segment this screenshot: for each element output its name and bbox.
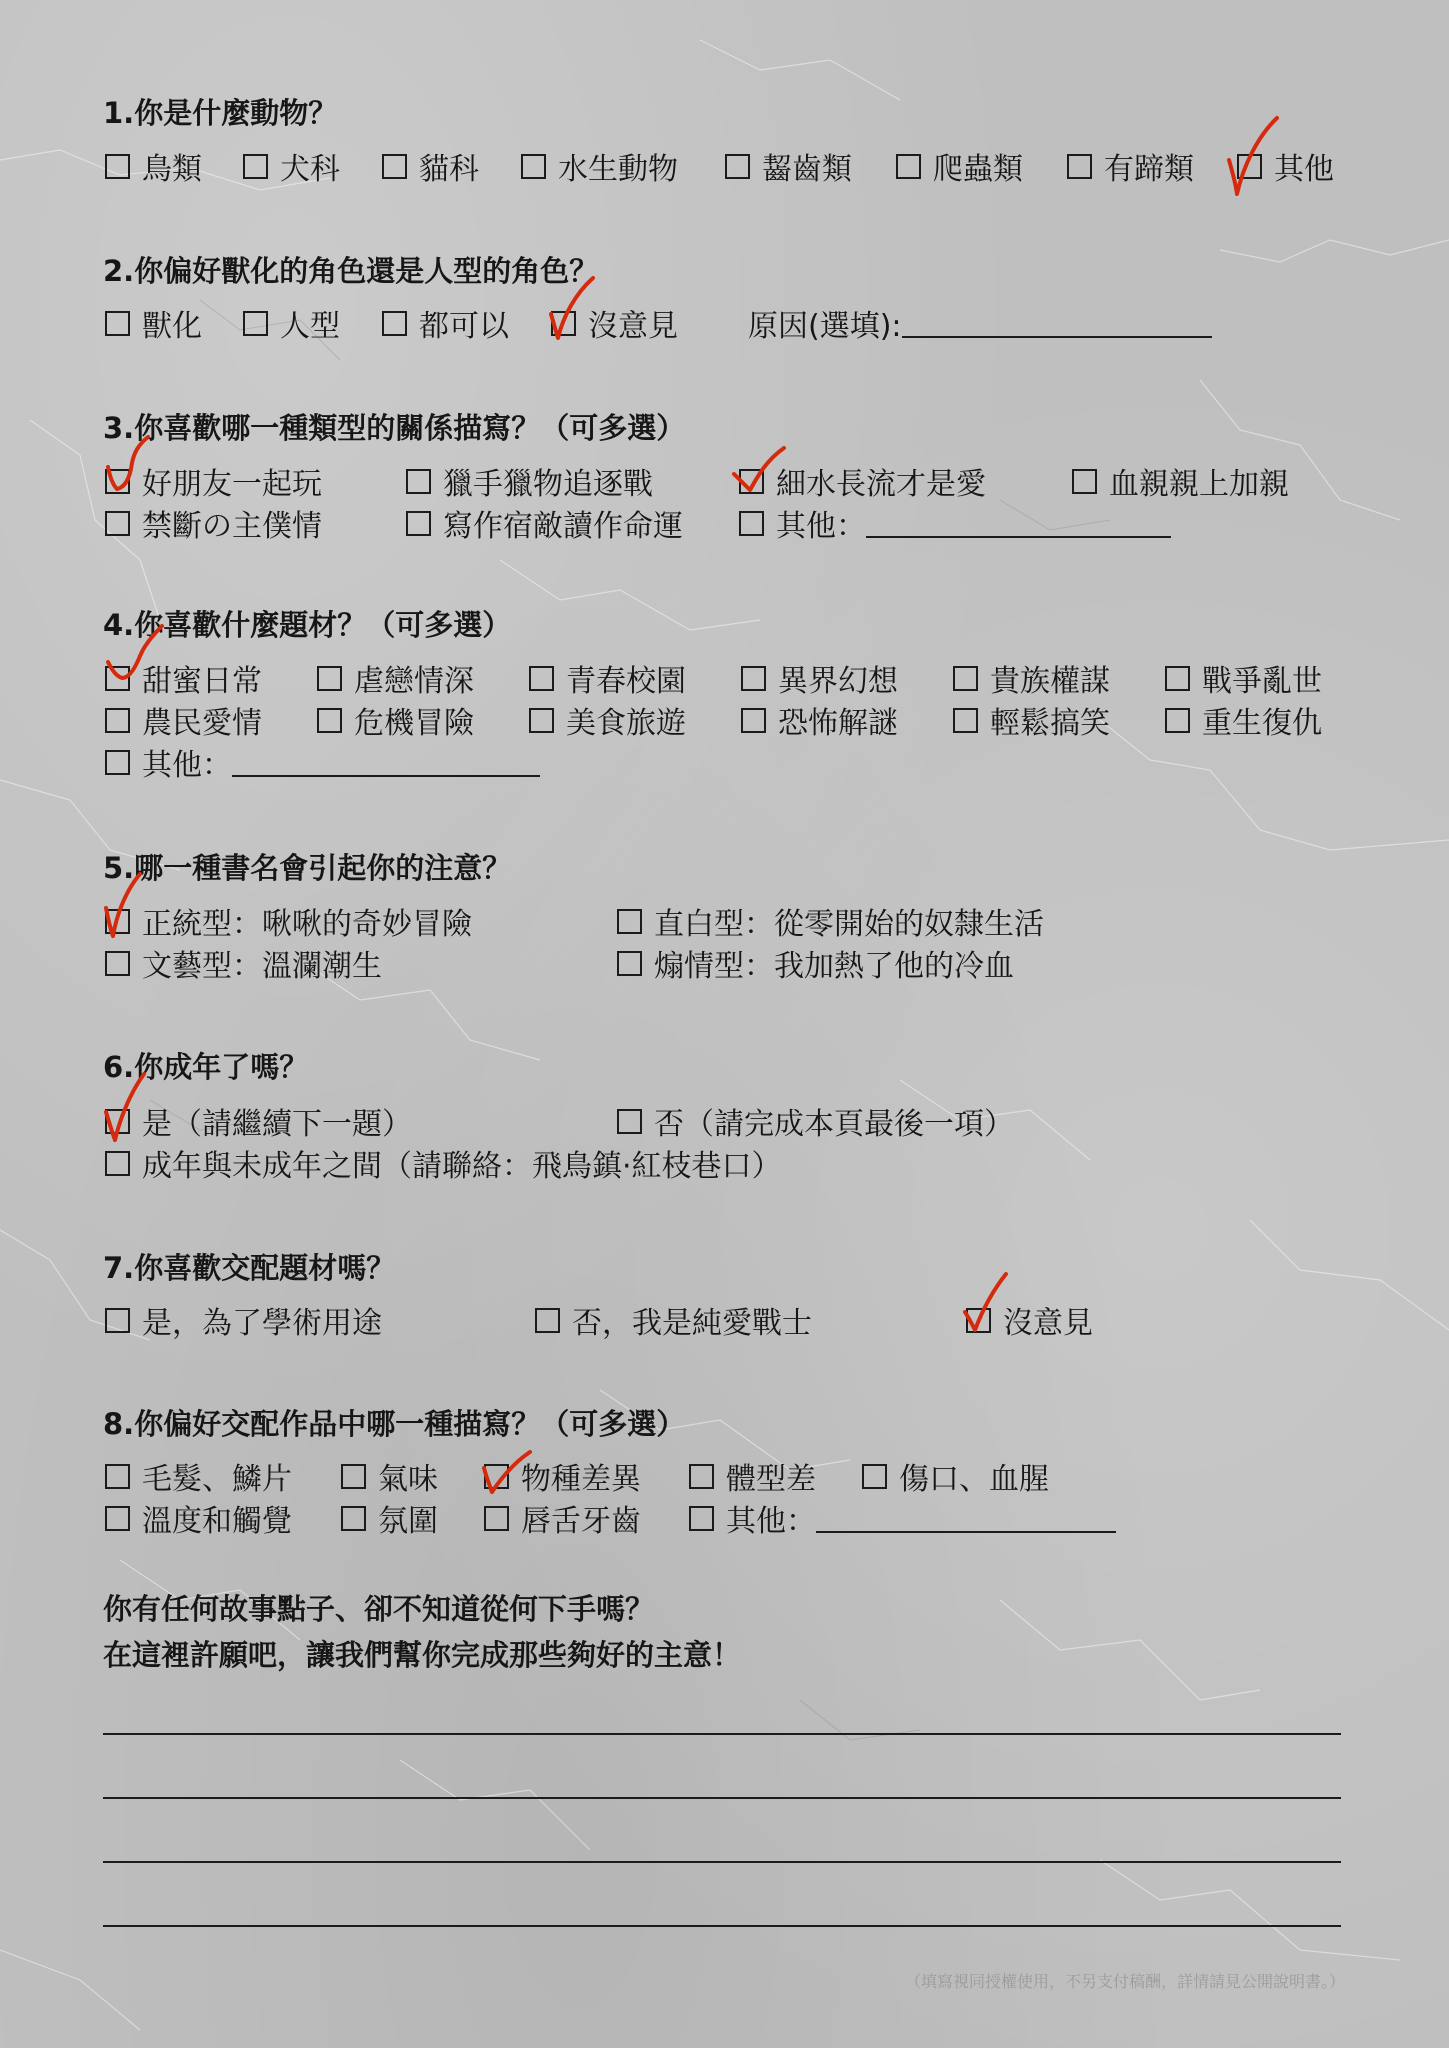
q8-option-other[interactable] (689, 1500, 1116, 1539)
option-label: 毛髮、鱗片 (142, 1462, 292, 1497)
q4-option-food-travel[interactable] (529, 702, 686, 741)
q6-option-no[interactable] (617, 1103, 1014, 1142)
option-label: 物種差異 (521, 1462, 641, 1497)
q4-option-angst[interactable] (317, 660, 474, 699)
checkbox[interactable] (105, 511, 130, 536)
option-label: 都可以 (419, 309, 509, 344)
checkbox[interactable] (341, 1464, 366, 1489)
checkbox[interactable] (105, 951, 130, 976)
q4-option-horror-mystery[interactable] (741, 702, 898, 741)
option-label: 寫作宿敵讀作命運 (443, 509, 683, 544)
checkbox[interactable] (1237, 154, 1262, 179)
q4-option-war[interactable] (1165, 660, 1322, 699)
checkbox[interactable] (1165, 708, 1190, 733)
option-label: 爬蟲類 (933, 152, 1023, 187)
q5-option-plain[interactable] (617, 903, 1044, 942)
q8-option-species-difference[interactable] (484, 1458, 641, 1497)
option-label: 人型 (280, 309, 340, 344)
q8-option-size-difference[interactable] (689, 1458, 816, 1497)
option-label: 戰爭亂世 (1202, 664, 1322, 699)
checkbox[interactable] (1067, 154, 1092, 179)
checkbox[interactable] (617, 909, 642, 934)
checkbox[interactable] (105, 154, 130, 179)
checkbox[interactable] (105, 909, 130, 934)
checkbox[interactable] (317, 666, 342, 691)
checkbox[interactable] (896, 154, 921, 179)
q3-option-master-servant[interactable] (105, 505, 322, 544)
q5-title: 5.哪一種書名會引起你的注意？ (103, 851, 512, 885)
checkbox[interactable] (105, 311, 130, 336)
checkbox[interactable] (484, 1464, 509, 1489)
option-label: 血親親上加親 (1109, 467, 1289, 502)
q2-reason-field[interactable] (748, 305, 1212, 344)
q4-option-campus[interactable] (529, 660, 686, 699)
checkbox[interactable] (1165, 666, 1190, 691)
option-label: 鳥類 (142, 152, 202, 187)
other-blank[interactable] (232, 747, 540, 777)
option-label: 唇舌牙齒 (521, 1504, 641, 1539)
option-label: 貓科 (419, 152, 479, 187)
q8-title: 8.你偏好交配作品中哪一種描寫？（可多選） (103, 1407, 686, 1441)
option-label: 其他： (776, 509, 866, 544)
q5-option-sensational[interactable] (617, 945, 1014, 984)
q8-option-wounds-gore[interactable] (862, 1458, 1049, 1497)
option-label: 體型差 (726, 1462, 816, 1497)
option-label: 傷口、血腥 (899, 1462, 1049, 1497)
checkbox[interactable] (243, 154, 268, 179)
option-label: 虐戀情深 (354, 664, 474, 699)
checkbox[interactable] (529, 708, 554, 733)
option-label: 禁斷の主僕情 (142, 509, 322, 544)
checkbox[interactable] (105, 1464, 130, 1489)
checkbox[interactable] (105, 1308, 130, 1333)
option-label: 沒意見 (588, 309, 678, 344)
checkbox[interactable] (105, 1109, 130, 1134)
q5-option-orthodox[interactable] (105, 903, 472, 942)
option-label: 其他 (1274, 152, 1334, 187)
checkbox[interactable] (406, 511, 431, 536)
q6-option-yes[interactable] (105, 1103, 412, 1142)
option-label: 美食旅遊 (566, 706, 686, 741)
footnote: （填寫視同授權使用，不另支付稿酬，詳情請見公開說明書。） (904, 1972, 1345, 1991)
q8-option-fur-scales[interactable] (105, 1458, 292, 1497)
reason-label: 原因(選填): (748, 309, 902, 344)
q3-option-slow-burn[interactable] (739, 463, 986, 502)
checkbox[interactable] (966, 1308, 991, 1333)
checkbox[interactable] (382, 154, 407, 179)
checkbox[interactable] (529, 666, 554, 691)
other-blank[interactable] (866, 508, 1171, 538)
q4-option-rebirth-revenge[interactable] (1165, 702, 1322, 741)
q1-option-felines[interactable] (382, 148, 479, 187)
closing-line-2: 在這裡許願吧，讓我們幫你完成那些夠好的主意！ (103, 1638, 742, 1672)
q7-option-no[interactable] (535, 1302, 812, 1341)
option-label: 重生復仇 (1202, 706, 1322, 741)
checkbox[interactable] (484, 1506, 509, 1531)
checkbox[interactable] (341, 1506, 366, 1531)
closing-line-1: 你有任何故事點子、卻不知道從何下手嗎？ (103, 1592, 655, 1626)
q3-title: 3.你喜歡哪一種類型的關係描寫？（可多選） (103, 411, 686, 445)
answer-line[interactable] (103, 1733, 1341, 1735)
q3-option-friends[interactable] (105, 463, 322, 502)
q3-option-hunter-prey[interactable] (406, 463, 653, 502)
checkbox[interactable] (739, 511, 764, 536)
checkbox[interactable] (741, 708, 766, 733)
option-label: 犬科 (280, 152, 340, 187)
q8-option-atmosphere[interactable] (341, 1500, 438, 1539)
option-label: 獵手獵物追逐戰 (443, 467, 653, 502)
option-label: 氛圍 (378, 1504, 438, 1539)
q2-option-humanoid[interactable] (243, 305, 340, 344)
option-label: 其他： (142, 748, 232, 783)
q1-option-birds[interactable] (105, 148, 202, 187)
q7-option-yes[interactable] (105, 1302, 382, 1341)
checkbox[interactable] (535, 1308, 560, 1333)
option-label: 是（請繼續下一題） (142, 1107, 412, 1142)
checkbox[interactable] (953, 666, 978, 691)
checkbox[interactable] (689, 1464, 714, 1489)
q1-option-canines[interactable] (243, 148, 340, 187)
checkbox[interactable] (862, 1464, 887, 1489)
option-label: 獸化 (142, 309, 202, 344)
q6-title: 6.你成年了嗎？ (103, 1050, 309, 1084)
q7-title: 7.你喜歡交配題材嗎？ (103, 1251, 396, 1285)
q6-option-in-between[interactable] (105, 1145, 782, 1184)
option-label: 沒意見 (1003, 1306, 1093, 1341)
q4-option-isekai[interactable] (741, 660, 898, 699)
checkbox[interactable] (1072, 469, 1097, 494)
other-blank[interactable] (816, 1503, 1116, 1533)
checkbox[interactable] (725, 154, 750, 179)
q1-option-rodents[interactable] (725, 148, 852, 187)
q7-option-no-opinion[interactable] (966, 1302, 1093, 1341)
q4-option-nobility[interactable] (953, 660, 1110, 699)
checkbox[interactable] (689, 1506, 714, 1531)
option-label: 文藝型：溫瀾潮生 (142, 949, 382, 984)
q4-option-farmer-romance[interactable] (105, 702, 262, 741)
option-label: 青春校園 (566, 664, 686, 699)
q2-title: 2.你偏好獸化的角色還是人型的角色？ (103, 254, 599, 288)
checkbox[interactable] (382, 311, 407, 336)
checkbox[interactable] (105, 1506, 130, 1531)
q2-option-beast[interactable] (105, 305, 202, 344)
option-label: 農民愛情 (142, 706, 262, 741)
checkbox[interactable] (105, 469, 130, 494)
option-label: 水生動物 (558, 152, 678, 187)
q4-title: 4.你喜歡什麼題材？（可多選） (103, 608, 512, 642)
q4-option-other[interactable] (105, 744, 540, 783)
checkbox[interactable] (406, 469, 431, 494)
option-label: 有蹄類 (1104, 152, 1194, 187)
option-label: 否，我是純愛戰士 (572, 1306, 812, 1341)
checkbox[interactable] (617, 1109, 642, 1134)
option-label: 輕鬆搞笑 (990, 706, 1110, 741)
q4-option-adventure[interactable] (317, 702, 474, 741)
q1-option-aquatic[interactable] (521, 148, 678, 187)
checkbox[interactable] (243, 311, 268, 336)
option-label: 直白型：從零開始的奴隸生活 (654, 907, 1044, 942)
q5-option-literary[interactable] (105, 945, 382, 984)
q1-option-ungulates[interactable] (1067, 148, 1194, 187)
answer-line[interactable] (103, 1861, 1341, 1863)
checkbox[interactable] (741, 666, 766, 691)
checkbox[interactable] (521, 154, 546, 179)
checkbox[interactable] (105, 666, 130, 691)
checkbox[interactable] (551, 311, 576, 336)
q3-option-rivals[interactable] (406, 505, 683, 544)
q8-option-lips-tongue-teeth[interactable] (484, 1500, 641, 1539)
option-label: 其他： (726, 1504, 816, 1539)
q4-option-sweet-daily[interactable] (105, 660, 262, 699)
checkbox[interactable] (739, 469, 764, 494)
q2-option-no-opinion[interactable] (551, 305, 678, 344)
option-label: 齧齒類 (762, 152, 852, 187)
option-label: 貴族權謀 (990, 664, 1110, 699)
checkbox[interactable] (953, 708, 978, 733)
checkbox[interactable] (617, 951, 642, 976)
checkbox[interactable] (317, 708, 342, 733)
checkbox[interactable] (105, 1151, 130, 1176)
option-label: 危機冒險 (354, 706, 474, 741)
checkbox[interactable] (105, 750, 130, 775)
reason-blank[interactable] (902, 308, 1212, 338)
q1-option-other[interactable] (1237, 148, 1334, 187)
option-label: 細水長流才是愛 (776, 467, 986, 502)
option-label: 否（請完成本頁最後一項） (654, 1107, 1014, 1142)
option-label: 異界幻想 (778, 664, 898, 699)
option-label: 煽情型：我加熱了他的冷血 (654, 949, 1014, 984)
q4-option-comedy[interactable] (953, 702, 1110, 741)
option-label: 氣味 (378, 1462, 438, 1497)
option-label: 成年與未成年之間（請聯絡：飛鳥鎮·紅枝巷口） (142, 1149, 782, 1184)
option-label: 溫度和觸覺 (142, 1504, 292, 1539)
option-label: 甜蜜日常 (142, 664, 262, 699)
q2-option-either[interactable] (382, 305, 509, 344)
option-label: 正統型：啾啾的奇妙冒險 (142, 907, 472, 942)
option-label: 恐怖解謎 (778, 706, 898, 741)
q1-option-reptiles[interactable] (896, 148, 1023, 187)
option-label: 是，為了學術用途 (142, 1306, 382, 1341)
q3-option-blood-relatives[interactable] (1072, 463, 1289, 502)
q3-option-other[interactable] (739, 505, 1171, 544)
q1-title: 1.你是什麼動物？ (103, 96, 338, 130)
q8-option-temperature-touch[interactable] (105, 1500, 292, 1539)
answer-line[interactable] (103, 1797, 1341, 1799)
checkbox[interactable] (105, 708, 130, 733)
option-label: 好朋友一起玩 (142, 467, 322, 502)
q8-option-scent[interactable] (341, 1458, 438, 1497)
answer-line[interactable] (103, 1925, 1341, 1927)
